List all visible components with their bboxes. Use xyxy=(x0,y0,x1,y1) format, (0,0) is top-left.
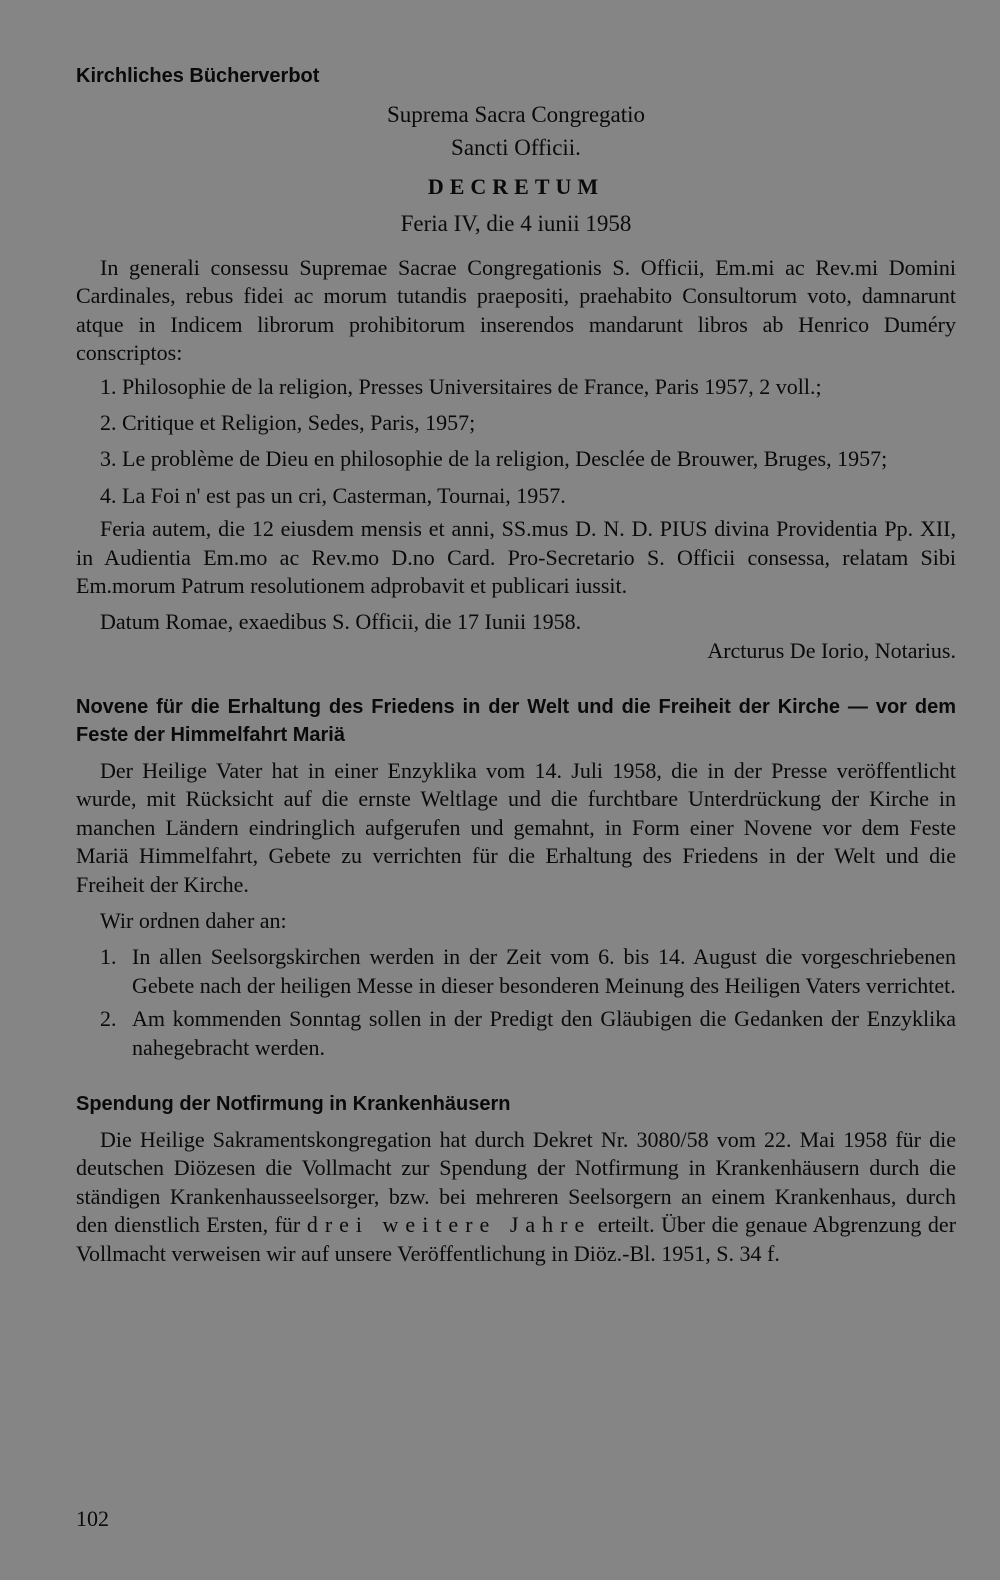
notfirmung-text-before: Die Heilige Sakramentskongregation hat durch Dekret Nr. 3080/58 vom 22. Mai 1958 für die deutschen Diözesen die Vollmacht zur Spendung der Notfirmung in Krankenhäusern durch die ständigen Krankenhausseelsorger, bzw. bei mehreren Seelsorgern an einem Krankenhaus, durch den dienstlich Ersten, für xyxy=(76,1126,956,1238)
book-item-4: 4. La Foi n' est pas un cri, Casterman, Tournai, 1957. xyxy=(100,482,566,508)
book-item-2: 2. Critique et Religion, Sedes, Paris, 1957; xyxy=(100,410,476,436)
decree-header-line2: Sancti Officii. xyxy=(451,135,581,160)
decretum-heading: DECRETUM xyxy=(427,174,605,199)
list-item-text: In allen Seelsorgskirchen werden in der Zeit vom 6. bis 14. August die vorgeschriebenen Gebete nach der heiligen Messe in dieser besonderen Meinung des Heiligen Vaters verrichtet. xyxy=(132,944,956,998)
decree-datum: Datum Romae, exaedibus S. Officii, die 17 Iunii 1958. xyxy=(100,609,582,635)
novene-paragraph-2: Wir ordnen daher an: xyxy=(100,907,287,933)
list-item-number: 2. xyxy=(100,1006,117,1032)
notfirmung-text-after: erteilt. Über die genaue Abgrenzung der Vollmacht verweisen wir auf unsere Veröffentlichung in Diöz.-Bl. 1951, S. 34 f. xyxy=(76,1212,957,1266)
notfirmung-paragraph xyxy=(76,1126,956,1268)
book-item-1: 1. Philosophie de la religion, Presses Universitaires de France, Paris 1957, 2 voll.; xyxy=(100,373,822,399)
novene-list xyxy=(76,943,956,1062)
novene-paragraph-1: Der Heilige Vater hat in einer Enzyklika vom 14. Juli 1958, die in der Presse veröffentlicht wurde, mit Rücksicht auf die ernste Weltlage und die furchtbare Unterdrückung der Kirche in manchen Ländern eindringlich aufgerufen und gemahnt, in Form einer Novene vor dem Feste Mariä Himmelfahrt, Gebete zu verrichten für die Erhaltung des Friedens in der Welt und die Freiheit der Kirche. xyxy=(76,757,956,897)
notfirmung-emphasis: drei weitere Jahre xyxy=(306,1212,592,1238)
section-title-novene: Novene für die Erhaltung des Friedens in der Welt und die Freiheit der Kirche — vor dem Feste der Himmelfahrt Mariä xyxy=(76,695,956,746)
book-item-3: 3. Le problème de Dieu en philosophie de la religion, Desclée de Brouwer, Bruges, 1957; xyxy=(100,446,888,472)
page-number: 102 xyxy=(76,1506,109,1531)
list-item-text: Am kommenden Sonntag sollen in der Predigt den Gläubigen die Gedanken der Enzyklika nahegebracht werden. xyxy=(132,1006,956,1060)
list-item-number: 1. xyxy=(100,944,117,970)
decree-approval: Feria autem, die 12 eiusdem mensis et anni, SS.mus D. N. D. PIUS divina Providentia Pp. XII, in Audientia Em.mo ac Rev.mo D.no Card. Pro-Secretario S. Officii consessa, relatam Sibi Em.morum Patrum resolutionem adprobavit et publicari iussit. xyxy=(76,516,956,599)
decree-intro: In generali consessu Supremae Sacrae Congregationis S. Officii, Em.mi ac Rev.mi Domini Cardinales, rebus fidei ac morum tutandis praepositi, praehabito Consultorum voto, damnarunt atque in Indicem librorum prohibitorum inserendos mandarunt libros ab Henrico Duméry conscriptos: xyxy=(76,255,956,366)
list-item xyxy=(76,1005,956,1062)
section-title-bücherverbot: Kirchliches Bücherverbot xyxy=(76,65,320,87)
list-item xyxy=(76,943,956,1000)
decree-signature: Arcturus De Iorio, Notarius. xyxy=(707,637,956,663)
decree-header-line1: Suprema Sacra Congregatio xyxy=(386,102,646,127)
section-title-notfirmung: Spendung der Notfirmung in Krankenhäusern xyxy=(76,1092,511,1115)
decree-date: Feria IV, die 4 iunii 1958 xyxy=(400,211,632,236)
